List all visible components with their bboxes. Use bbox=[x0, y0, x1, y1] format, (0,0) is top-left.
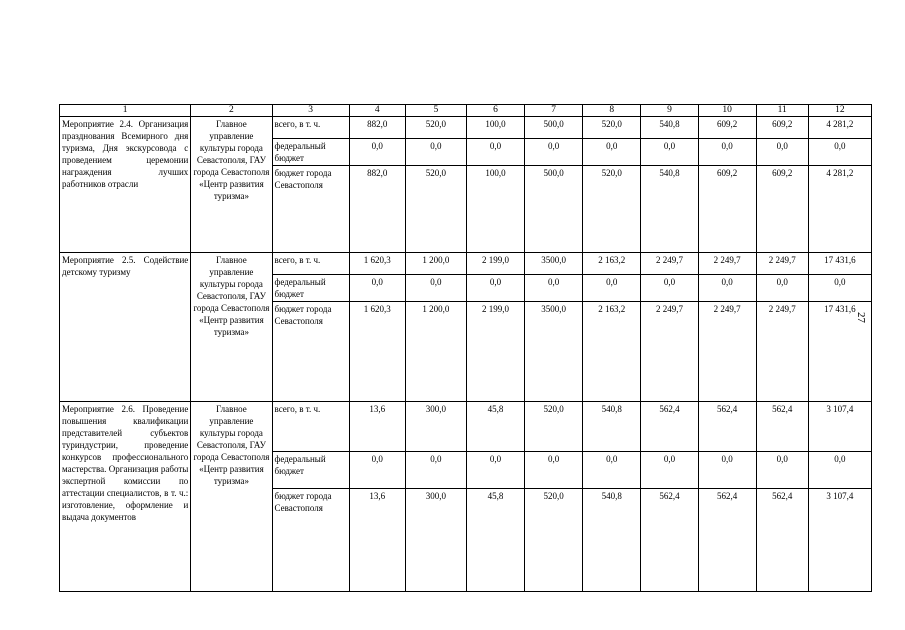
funding-source: федеральный бюджет bbox=[272, 139, 349, 166]
amount-cell: 540,8 bbox=[583, 402, 641, 452]
amount-cell: 2 163,2 bbox=[583, 253, 641, 275]
amount-cell: 520,0 bbox=[525, 402, 583, 452]
funding-source: всего, в т. ч. bbox=[272, 253, 349, 275]
column-number: 1 bbox=[60, 105, 191, 117]
amount-cell: 3500,0 bbox=[525, 253, 583, 275]
table-row bbox=[60, 402, 872, 452]
column-number: 2 bbox=[191, 105, 272, 117]
funding-source: бюджет города Севастополя bbox=[272, 489, 349, 592]
amount-cell: 0,0 bbox=[405, 139, 466, 166]
amount-cell: 0,0 bbox=[698, 275, 756, 302]
amount-cell: 4 281,2 bbox=[808, 166, 871, 253]
amount-cell: 1 200,0 bbox=[405, 253, 466, 275]
amount-cell: 1 620,3 bbox=[349, 253, 405, 275]
responsible-organization: Главное управление культуры города Севастополя, ГАУ города Севастополя «Центр развития туризма» bbox=[191, 402, 272, 592]
amount-cell: 562,4 bbox=[698, 489, 756, 592]
amount-cell: 562,4 bbox=[641, 402, 698, 452]
column-number: 11 bbox=[756, 105, 808, 117]
amount-cell: 13,6 bbox=[349, 489, 405, 592]
amount-cell: 2 199,0 bbox=[466, 302, 524, 402]
amount-cell: 300,0 bbox=[405, 402, 466, 452]
amount-cell: 0,0 bbox=[808, 275, 871, 302]
amount-cell: 0,0 bbox=[808, 452, 871, 489]
amount-cell: 0,0 bbox=[756, 452, 808, 489]
column-number-row bbox=[60, 105, 872, 117]
amount-cell: 0,0 bbox=[583, 452, 641, 489]
amount-cell: 0,0 bbox=[641, 452, 698, 489]
amount-cell: 17 431,6 bbox=[808, 253, 871, 275]
amount-cell: 609,2 bbox=[756, 166, 808, 253]
amount-cell: 520,0 bbox=[583, 117, 641, 139]
amount-cell: 562,4 bbox=[756, 489, 808, 592]
amount-cell: 45,8 bbox=[466, 489, 524, 592]
amount-cell: 0,0 bbox=[466, 275, 524, 302]
amount-cell: 17 431,6 bbox=[808, 302, 871, 402]
event-description: Мероприятие 2.4. Организация празднования Всемирного дня туризма, Дня экскурсовода с проведением церемонии награждения лучших работников отрасли bbox=[60, 117, 191, 253]
table-row bbox=[60, 253, 872, 275]
amount-cell: 0,0 bbox=[641, 139, 698, 166]
amount-cell: 0,0 bbox=[405, 275, 466, 302]
amount-cell: 0,0 bbox=[349, 452, 405, 489]
column-number: 3 bbox=[272, 105, 349, 117]
amount-cell: 0,0 bbox=[583, 139, 641, 166]
amount-cell: 0,0 bbox=[525, 452, 583, 489]
amount-cell: 562,4 bbox=[756, 402, 808, 452]
amount-cell: 3500,0 bbox=[525, 302, 583, 402]
amount-cell: 13,6 bbox=[349, 402, 405, 452]
responsible-organization: Главное управление культуры города Севастополя, ГАУ города Севастополя «Центр развития туризма» bbox=[191, 117, 272, 253]
amount-cell: 0,0 bbox=[349, 139, 405, 166]
column-number: 5 bbox=[405, 105, 466, 117]
table-row bbox=[60, 117, 872, 139]
amount-cell: 2 249,7 bbox=[756, 253, 808, 275]
amount-cell: 2 249,7 bbox=[698, 253, 756, 275]
page-number: 27 bbox=[855, 312, 867, 323]
amount-cell: 500,0 bbox=[525, 117, 583, 139]
event-description: Мероприятие 2.6. Проведение повышения квалификации представителей субъектов туриндустрии, проведение конкурсов профессионального мастерства. Организация работы экспертной комиссии по аттестации специалистов, в т. ч.: изготовление, оформление и выдача документов bbox=[60, 402, 191, 592]
amount-cell: 2 249,7 bbox=[698, 302, 756, 402]
amount-cell: 0,0 bbox=[698, 139, 756, 166]
amount-cell: 540,8 bbox=[641, 166, 698, 253]
amount-cell: 1 200,0 bbox=[405, 302, 466, 402]
funding-source: федеральный бюджет bbox=[272, 275, 349, 302]
funding-source: бюджет города Севастополя bbox=[272, 166, 349, 253]
amount-cell: 2 249,7 bbox=[641, 302, 698, 402]
funding-source: всего, в т. ч. bbox=[272, 402, 349, 452]
amount-cell: 520,0 bbox=[583, 166, 641, 253]
amount-cell: 0,0 bbox=[466, 139, 524, 166]
column-number: 10 bbox=[698, 105, 756, 117]
amount-cell: 2 163,2 bbox=[583, 302, 641, 402]
amount-cell: 609,2 bbox=[756, 117, 808, 139]
amount-cell: 882,0 bbox=[349, 117, 405, 139]
column-number: 9 bbox=[641, 105, 698, 117]
funding-source: всего, в т. ч. bbox=[272, 117, 349, 139]
amount-cell: 540,8 bbox=[583, 489, 641, 592]
column-number: 8 bbox=[583, 105, 641, 117]
amount-cell: 0,0 bbox=[405, 452, 466, 489]
funding-source: бюджет города Севастополя bbox=[272, 302, 349, 402]
amount-cell: 0,0 bbox=[756, 139, 808, 166]
amount-cell: 100,0 bbox=[466, 117, 524, 139]
amount-cell: 2 249,7 bbox=[756, 302, 808, 402]
amount-cell: 0,0 bbox=[698, 452, 756, 489]
amount-cell: 0,0 bbox=[756, 275, 808, 302]
amount-cell: 100,0 bbox=[466, 166, 524, 253]
column-number: 6 bbox=[466, 105, 524, 117]
responsible-organization: Главное управление культуры города Севастополя, ГАУ города Севастополя «Центр развития туризма» bbox=[191, 253, 272, 402]
amount-cell: 3 107,4 bbox=[808, 402, 871, 452]
budget-table bbox=[59, 104, 872, 592]
event-description: Мероприятие 2.5. Содействие детскому туризму bbox=[60, 253, 191, 402]
funding-source: федеральный бюджет bbox=[272, 452, 349, 489]
amount-cell: 520,0 bbox=[405, 166, 466, 253]
amount-cell: 562,4 bbox=[698, 402, 756, 452]
amount-cell: 882,0 bbox=[349, 166, 405, 253]
amount-cell: 300,0 bbox=[405, 489, 466, 592]
amount-cell: 540,8 bbox=[641, 117, 698, 139]
amount-cell: 0,0 bbox=[525, 139, 583, 166]
amount-cell: 0,0 bbox=[466, 452, 524, 489]
amount-cell: 2 199,0 bbox=[466, 253, 524, 275]
amount-cell: 45,8 bbox=[466, 402, 524, 452]
amount-cell: 0,0 bbox=[641, 275, 698, 302]
amount-cell: 500,0 bbox=[525, 166, 583, 253]
amount-cell: 2 249,7 bbox=[641, 253, 698, 275]
amount-cell: 3 107,4 bbox=[808, 489, 871, 592]
column-number: 4 bbox=[349, 105, 405, 117]
amount-cell: 0,0 bbox=[349, 275, 405, 302]
amount-cell: 520,0 bbox=[525, 489, 583, 592]
amount-cell: 0,0 bbox=[525, 275, 583, 302]
amount-cell: 562,4 bbox=[641, 489, 698, 592]
amount-cell: 0,0 bbox=[808, 139, 871, 166]
amount-cell: 609,2 bbox=[698, 166, 756, 253]
column-number: 7 bbox=[525, 105, 583, 117]
amount-cell: 1 620,3 bbox=[349, 302, 405, 402]
amount-cell: 520,0 bbox=[405, 117, 466, 139]
amount-cell: 0,0 bbox=[583, 275, 641, 302]
amount-cell: 4 281,2 bbox=[808, 117, 871, 139]
column-number: 12 bbox=[808, 105, 871, 117]
amount-cell: 609,2 bbox=[698, 117, 756, 139]
